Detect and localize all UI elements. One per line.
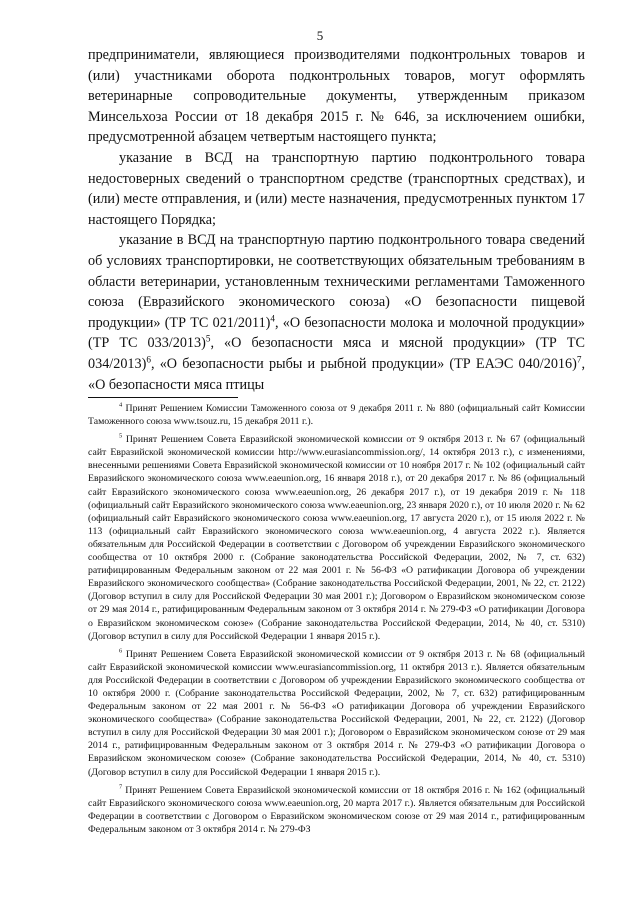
paragraph-3-text-3: , «О безопасности мяса и мясной продукции» (ТР ТС 034/2013) — [88, 335, 585, 372]
paragraph-1: предприниматели, являющиеся производителями подконтрольных товаров и (или) участниками оборота подконтрольных товаров, могут оформлять ветеринарные сопроводительные документы, утвержденным приказом Минсельхоза России от 18 декабря 2015 г. № 646, за исключением ошибки, предусмотренной абзацем четвертым настоящего пункта; — [88, 47, 585, 146]
footnote-ref-5: 5 — [205, 333, 211, 344]
paragraph-3-text-2: , «О безопасности молока и молочной продукции» (ТР ТС 033/2013) — [88, 314, 586, 352]
footnote-text: Принят Решением Комиссии Таможенного союза от 9 декабря 2011 г. № 880 (официальный сайт Комиссии Таможенного союза www.tsouz.ru, 15 декабря 2011 г.). — [88, 403, 585, 428]
footnote-mark: 5 — [119, 432, 123, 440]
main-text — [88, 45, 585, 395]
footnote-separator — [88, 397, 238, 398]
paragraph-3-text-4: , «О безопасности рыбы и рыбной продукции» (ТР ЕАЭС 040/2016) — [150, 355, 577, 372]
footnote-mark: 7 — [119, 783, 123, 791]
page-number: 5 — [316, 28, 324, 43]
footnote-7 — [88, 784, 585, 836]
footnote-ref-7: 7 — [576, 354, 582, 365]
footnote-mark: 4 — [119, 401, 123, 409]
footnote-ref-6: 6 — [146, 354, 151, 365]
footnote-5 — [88, 433, 585, 643]
footnote-4 — [88, 402, 585, 428]
paragraph-3-text-5: , «О безопасности мяса птицы — [88, 355, 585, 393]
footnote-text: Принят Решением Совета Евразийской экономической комиссии от 9 октября 2013 г. № 68 (официальный сайт Евразийской экономической комиссии www.eurasiancommission.org, 11 октября 2013 г.). Является обязательным для Российской Федерации в соответствии с Договором об учреждении Евразийского экономического сообщества от 10 октября 2000 г. (Собрание законодательства Российской Федерации, 2002, № 7, ст. 632) ратифицированным Федеральным законом от 22 мая 2001 г. № 56-ФЗ «О ратификации Договора об учреждении Евразийского экономического сообщества» (Собрание законодательства Российской Федерации, 2001, № 22, ст. 2122) (Договор вступил в силу для Российской Федерации 30 мая 2001 г.); Договором о Евразийском экономическом союзе от 29 мая 2014 г., ратифицированным Федеральным законом от 3 октября 2014 г. № 279-ФЗ «О ратификации Договора о Евразийском экономическом союзе» (Собрание законодательства Российской Федерации, 2014, № 40, ст. 5310) (Договор вступил в силу для Российской Федерации 1 января 2015 г.). — [88, 648, 585, 778]
footnote-6 — [88, 648, 585, 779]
paragraph-3 — [88, 230, 585, 395]
footnote-text: Принят Решением Совета Евразийской экономической комиссии от 18 октября 2016 г. № 162 (официальный сайт Евразийского экономического союза www.eaeunion.org, 20 марта 2017 г.). Является обязательным для Российской Федерации в соответствии с Договором о Евразийском экономическом союзе от 29 мая 2014 г., ратифицированным Федеральным законом от 3 октября 2014 г. № 279-ФЗ — [88, 784, 585, 835]
footnote-mark: 6 — [119, 647, 123, 655]
footnote-text: Принят Решением Совета Евразийской экономической комиссии от 9 октября 2013 г. № 67 (официальный сайт Евразийской экономической комиссии http://www.eurasiancommission.org/, 14 октября 2013 г.), с изменениями, внесенными решениями Совета Евразийской экономической комиссии от 10 ноября 2017 г. № 102 (официальный сайт Евразийского экономического союза www.eaeunion.org, 16 января 2018 г.), от 20 декабря 2017 г. № 86 (официальный сайт Евразийского экономического союза www.eaeunion.org, 26 декабря 2017 г.), от 19 декабря 2019 г. № 118 (официальный сайт Евразийского экономического союза www.eaeunion.org, 23 января 2020 г.), от 10 июля 2020 г. № 62 (официальный сайт Евразийского экономического союза www.eaeunion.org, 17 августа 2020 г.), от 15 июля 2022 г. № 113 (официальный сайт Евразийского экономического союза www.eaeunion.org, 4 августа 2022 г.). Является обязательным для Российской Федерации в соответствии с Договором об учреждении Евразийского экономического сообщества от 10 октября 2000 г. (Собрание законодательства Российской Федерации, 2002, № 7, ст. 632) ратифицированным Федеральным законом от 22 мая 2001 г. № 56-ФЗ «О ратификации Договора об учреждении Евразийского экономического сообщества» (Собрание законодательства Российской Федерации, 2001, № 22, ст. 2122) (Договор вступил в силу для Российской Федерации 30 мая 2001 г.); Договором о Евразийском экономическом союзе от 29 мая 2014 г., ратифицированным Федеральным законом от 3 октября 2014 г. № 279-ФЗ «О ратификации Договора о Евразийском экономическом союзе» (Собрание законодательства Российской Федерации, 2014, № 40, ст. 5310) (Договор вступил в силу для Российской Федерации 1 января 2015 г.). — [88, 434, 585, 642]
footnote-ref-4: 4 — [270, 312, 276, 323]
paragraph-3-text-1: указание в ВСД на транспортную партию подконтрольного товара сведений об условиях транспортировки, не соответствующих обязательным требованиям в области ветеринарии, установленным техническими регламентами Таможенного союза (Евразийского экономического союза) «О безопасности пищевой продукции» (ТР ТС 021/2011) — [88, 232, 585, 331]
footnotes — [88, 402, 585, 836]
paragraph-2: указание в ВСД на транспортную партию подконтрольного товара недостоверных сведений о транспортном средстве (транспортных средствах), и (или) месте отправления, и (или) месте назначения, предусмотренных пунктом 17 настоящего Порядка; — [88, 149, 585, 228]
